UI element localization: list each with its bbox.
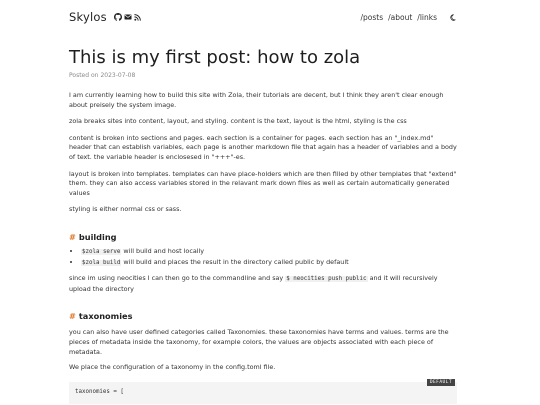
command-list	[69, 247, 457, 268]
nav-link-posts[interactable]: /posts	[360, 12, 384, 22]
heading-anchor[interactable]: #	[69, 231, 76, 242]
heading-anchor[interactable]: #	[69, 311, 76, 322]
inline-code: $zola build	[82, 259, 121, 266]
inline-code: $ neocities push public	[286, 276, 367, 283]
site-header	[69, 9, 456, 25]
github-icon[interactable]	[114, 13, 122, 21]
posted-label: Posted on	[69, 72, 99, 79]
email-icon[interactable]	[124, 13, 132, 21]
code-text: taxonomies = [	[75, 388, 124, 395]
social-icons	[114, 13, 141, 21]
paragraph: styling is either normal css or sass.	[69, 205, 182, 214]
code-language-badge: DEFAULT	[427, 379, 455, 386]
post-meta	[69, 72, 457, 79]
heading-building	[69, 232, 457, 242]
text: since im using neocities I can then go to the commandline and say	[69, 274, 286, 283]
text: and it will recursively upload the directory	[69, 274, 438, 293]
rss-icon[interactable]	[134, 14, 141, 21]
paragraph: layout is broken into templates. templates can have place-holders which are then filled by other templates that "extend" them. they can also access variables stored in the relavant mark down files as well as certain automatically generated values	[69, 169, 457, 197]
post-title: This is my first post: how to zola	[69, 47, 361, 68]
nav-link-links[interactable]: /links	[417, 12, 437, 22]
list-item-text: will build and host locally	[121, 246, 205, 255]
post-date: 2023-07-08	[100, 72, 136, 79]
code-block	[69, 379, 457, 404]
site-title[interactable]: Skylos	[69, 10, 107, 24]
list-item	[81, 247, 457, 258]
moon-icon[interactable]	[449, 14, 456, 21]
heading-text: taxonomies	[78, 311, 133, 322]
brand	[69, 10, 141, 24]
paragraph: I am currently learning how to build this site with Zola, their tutorials are decent, but I think they aren't clear enough about preisely the system image.	[69, 91, 444, 109]
paragraph: zola breaks sites into content, layout, and styling. content is the text, layout is the html, styling is the css	[69, 117, 407, 126]
nav-link-about[interactable]: /about	[388, 12, 413, 22]
paragraph	[69, 274, 457, 294]
main-nav	[360, 13, 456, 22]
list-item-text: will build and places the result in the directory called public by default	[121, 257, 349, 266]
inline-code: $zola serve	[82, 248, 121, 255]
list-item	[81, 258, 457, 269]
paragraph: We place the configuration of a taxonomy in the config.toml file.	[69, 363, 276, 372]
paragraph: content is broken into sections and pages. each section is a container for pages. each section has an "_index.md" header that can establish variables, each page is another markdown file that again has a header of variables and a body of text. the variable header is enclosesed in "+++"-es.	[69, 133, 457, 161]
heading-text: building	[78, 231, 117, 242]
post-content	[69, 46, 457, 404]
paragraph: you can also have user defined categories called Taxonomies. these taxonomies have terms and values. terms are the pieces of metadata inside the taxonomy, for example colors, the values are objects associated with each piece of metadata.	[69, 328, 449, 356]
heading-taxonomies	[69, 311, 457, 321]
